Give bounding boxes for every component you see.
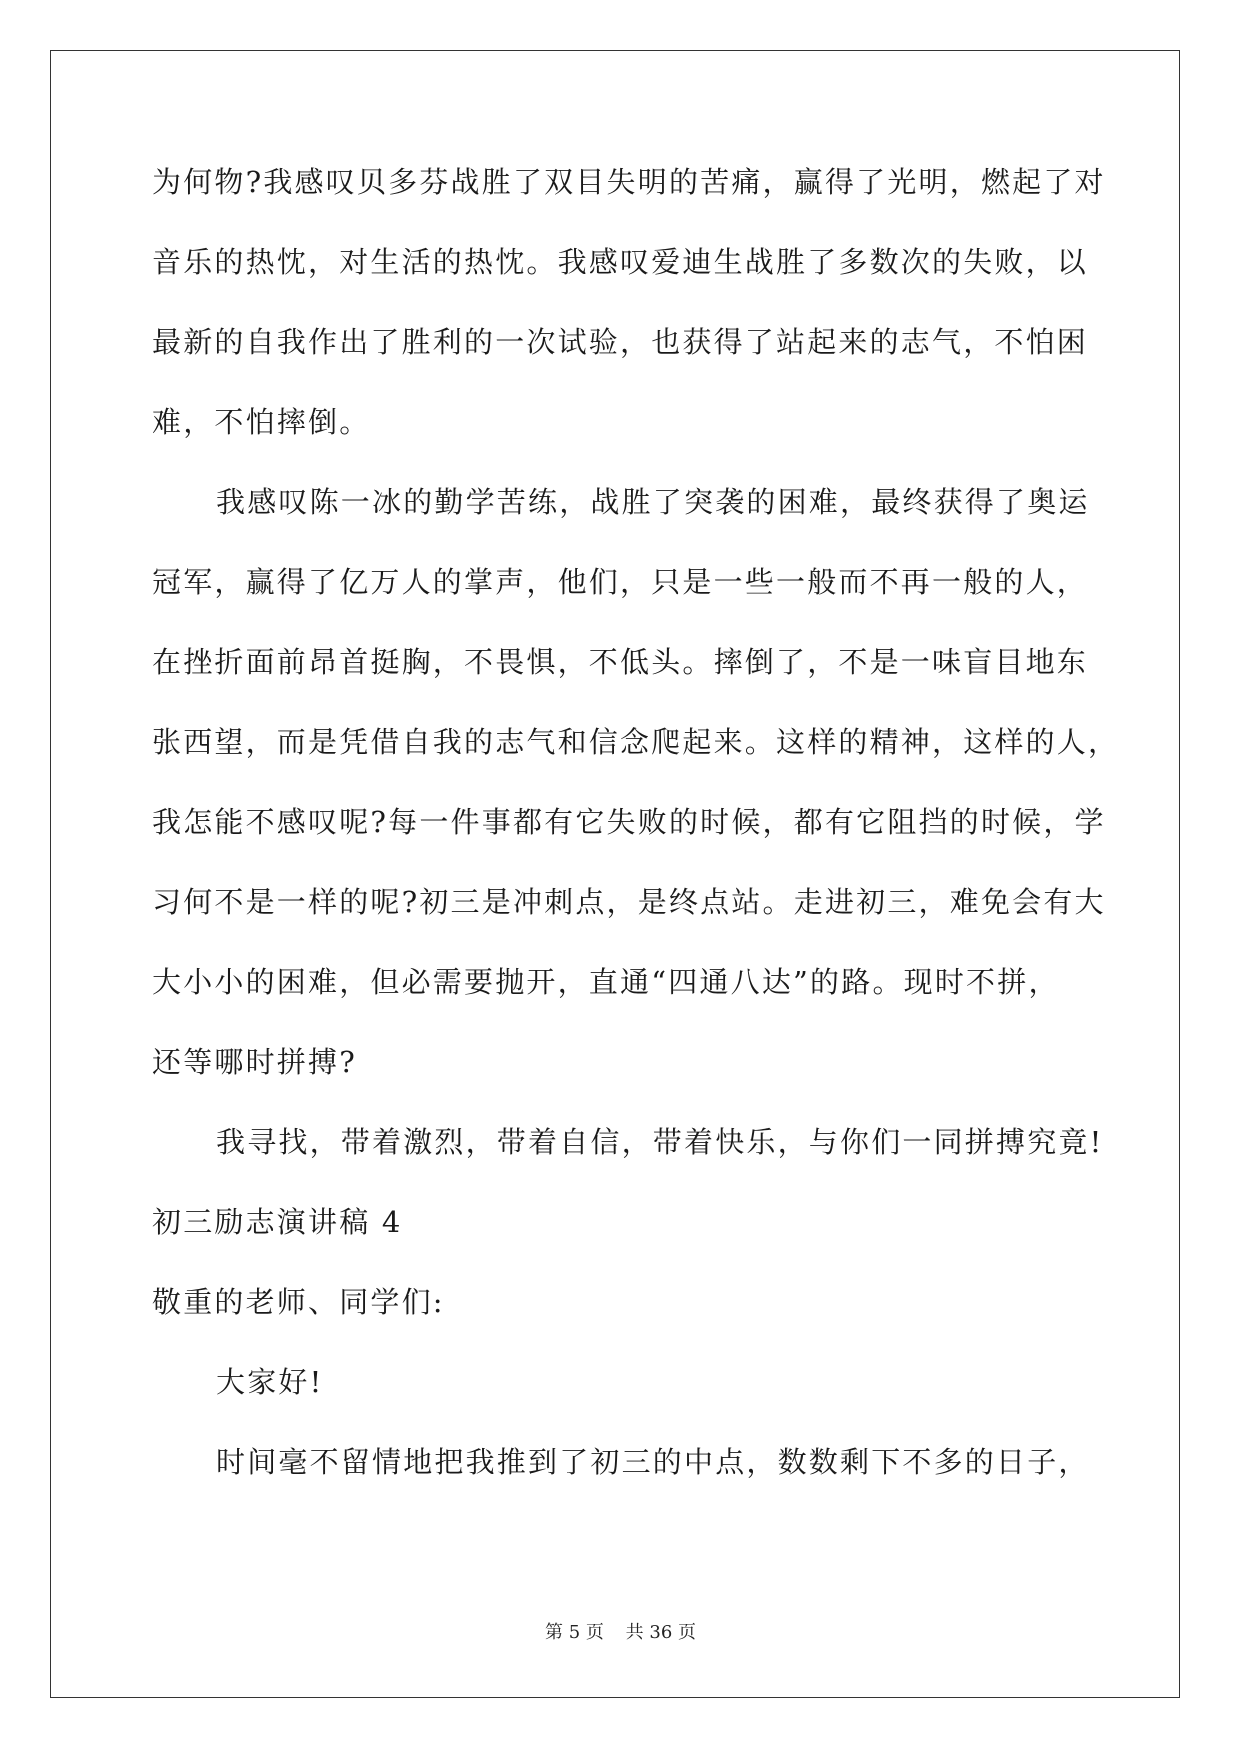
greeting: 大家好! [216, 1365, 324, 1399]
page-footer [0, 1622, 1241, 1644]
text-line: 大小小的困难，但必需要抛开，直通“四通八达”的路。现时不拼， [152, 965, 1060, 999]
text-line: 冠军，赢得了亿万人的掌声，他们，只是一些一般而不再一般的人， [152, 565, 1089, 599]
text-line: 为何物?我感叹贝多芬战胜了双目失明的苦痛，赢得了光明，燃起了对 [152, 165, 1106, 199]
page-number: 第 5 页 [545, 1622, 604, 1643]
text-line: 难，不怕摔倒。 [152, 405, 371, 439]
text-line: 还等哪时拼搏? [152, 1045, 357, 1079]
text-line: 在挫折面前昂首挺胸，不畏惧，不低头。摔倒了，不是一味盲目地东 [152, 645, 1089, 679]
text-line: 最新的自我作出了胜利的一次试验，也获得了站起来的志气，不怕困 [152, 325, 1089, 359]
section-heading: 初三励志演讲稿 4 [152, 1205, 403, 1239]
text-line: 我怎能不感叹呢?每一件事都有它失败的时候，都有它阻挡的时候，学 [152, 805, 1106, 839]
text-line: 习何不是一样的呢?初三是冲刺点，是终点站。走进初三，难免会有大 [152, 885, 1106, 919]
text-line: 我寻找，带着激烈，带着自信，带着快乐，与你们一同拼搏究竟! [216, 1125, 1104, 1159]
text-line: 音乐的热忱，对生活的热忱。我感叹爱迪生战胜了多数次的失败，以 [152, 245, 1089, 279]
text-line: 我感叹陈一冰的勤学苦练，战胜了突袭的困难，最终获得了奥运 [216, 485, 1090, 519]
text-line: 时间毫不留情地把我推到了初三的中点，数数剩下不多的日子， [216, 1445, 1090, 1479]
text-line: 张西望，而是凭借自我的志气和信念爬起来。这样的精神，这样的人， [152, 725, 1120, 759]
salutation: 敬重的老师、同学们: [152, 1285, 445, 1319]
page-total: 共 36 页 [625, 1622, 696, 1643]
